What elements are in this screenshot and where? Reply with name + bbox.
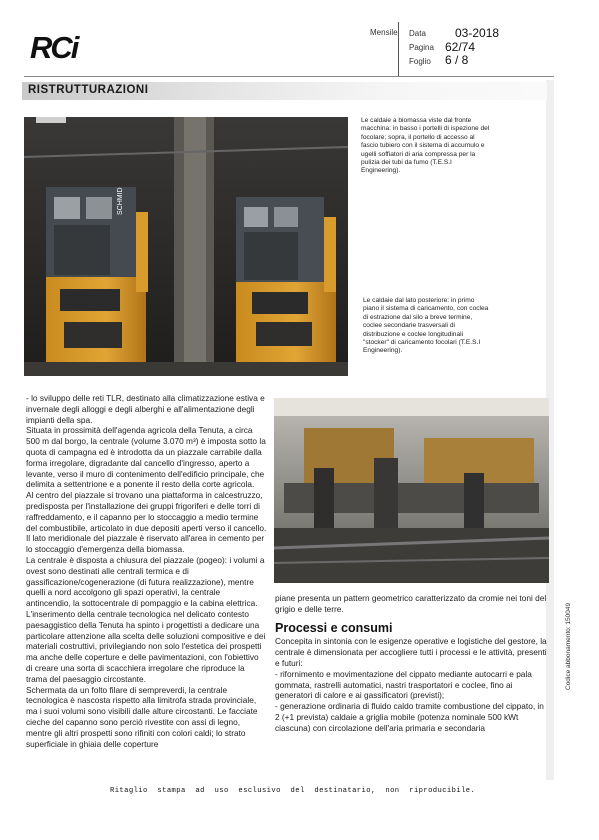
body-paragraph: Schermata da un folto filare di sempreverdi, la centrale tecnologica è nascosta rispetto alla limitrofa strada provinciale, ma i suoi volumi sono visibili dalle alture circostanti. Le facciate cieche del capanno sono perciò rivestite con assi di legno, mentre gli altri prospetti sono rifiniti con colori caldi; lo strato superficiale in ghiaia delle coperture xyxy=(26,684,258,749)
schmid-brand-label: SCHMID xyxy=(117,187,124,215)
sheet-value: 6 / 8 xyxy=(445,53,469,67)
publication-logo xyxy=(30,32,90,64)
body-paragraph: piane presenta un pattern geometrico caratterizzato da cromie nei toni del grigio e delle terre. xyxy=(275,593,547,614)
body-column-right xyxy=(275,593,547,734)
body-paragraph: La centrale è disposta a chiusura del piazzale (pogeo): i volumi a ovest sono destinati alle centrali termica e di gassificazione/cogenerazione (di futura realizzazione), mentre quelli a nord accolgono gli spazi operativi, la centrale antincendio, la sottocentrale di pompaggio e la cabina elettrica. L'inserimento della centrale tecnologica nel delicato contesto paesaggistico della Tenuta ha spinto i progettisti a dedicare una particolare attenzione alla scelta delle soluzioni compositive e dei materiali costruttivi, privilegiando non solo l'estetica dei prospetti ma anche delle coperture e delle pavimentazioni, con l'obiettivo di creare una sorta di scacchiera irregolare che riproduce la trama del paesaggio circostante. xyxy=(26,554,266,684)
clipping-disclaimer: Ritaglio stampa ad uso esclusivo del destinatario, non riproducibile. xyxy=(110,787,476,795)
boiler-front-illustration xyxy=(24,117,348,376)
frequency-label: Mensile xyxy=(370,28,398,37)
sheet-label: Foglio xyxy=(409,57,431,66)
caption-boiler-front: Le caldaie a biomassa viste dal fronte macchina: in basso i portelli di ispezione del focolare; sopra, il portello di accesso al fascio tubiero con il sistema di accumulo e ugelli soffiatori di aria compressa per la pulizia dei tubi da fumo (T.E.S.I Engineering). xyxy=(361,117,490,175)
header-rule xyxy=(24,76,554,77)
boiler-front-photo xyxy=(24,117,348,376)
page-value: 62/74 xyxy=(445,40,476,54)
section-title: RISTRUTTURAZIONI xyxy=(28,84,149,96)
date-label: Data xyxy=(409,29,426,38)
body-paragraph: - generazione ordinaria di fluido caldo tramite combustione del cippato, in 2 (+1 prevista) caldaie a griglia mobile (potenza nominale 500 kWt ciascuna) con circolazione dell'aria primaria e secondaria xyxy=(275,701,544,733)
header-divider xyxy=(398,22,399,76)
loading-system-illustration xyxy=(274,398,549,583)
body-paragraph: - rifornimento e movimentazione del cippato mediante autocarri e pala gommata, rastrelli automatici, nastri trasportatori e coclee, fino ai generatori di calore e ai gassificatori (previsti); xyxy=(275,668,532,701)
body-paragraph: Concepita in sintonia con le esigenze operative e logistiche del gestore, la centrale è dimensionata per accogliere tutti i processi e le attività, presenti e futuri: xyxy=(275,636,547,668)
date-value: 03-2018 xyxy=(455,26,500,40)
loading-system-photo xyxy=(274,398,549,583)
body-column-left xyxy=(26,393,267,749)
logo-text: RCi xyxy=(30,30,78,65)
subheading-processi: Processi e consumi xyxy=(275,620,393,635)
subscription-code: Codice abbonamento: 150049 xyxy=(565,602,572,690)
body-paragraph: - lo sviluppo delle reti TLR, destinato alla climatizzazione estiva e invernale degli alloggi e degli alberghi e all'alimentazione degli impianti della spa. xyxy=(26,393,265,425)
page-label: Pagina xyxy=(409,43,434,52)
body-paragraph: Situata in prossimità dell'agenda agricola della Tenuta, a circa 500 m dal borgo, la centrale (volume 3.070 m³) è imposta sotto la quota di campagna ed è introdotta da un piazzale carrabile dalla forma irregolare, digradante dal cancello d'ingresso, aperto a levante, verso il muro di contenimento dell'edificio principale, che delimita a settentrione e a ponente il resto della corte agricola. xyxy=(26,425,266,490)
caption-boiler-rear: Le caldaie dal lato posteriore: in primo piano il sistema di caricamento, con coclea di estrazione dal silo a breve termine, coclee secondarie trasversali di distribuzione e coclee longitudinali "stocker" di caricamento focolari (T.E.S.I Engineering). xyxy=(363,297,489,355)
body-paragraph: Al centro del piazzale si trovano una piattaforma in calcestruzzo, predisposta per l'installazione dei gruppi frigoriferi e delle torri di raffreddamento, e il capanno per lo stoccaggio a medio termine del combustibile, articolato in due depositi aperti verso il cancello. Il lato meridionale del piazzale è riservato all'area in cemento per lo stoccaggio d'emergenza della biomassa. xyxy=(26,490,267,555)
